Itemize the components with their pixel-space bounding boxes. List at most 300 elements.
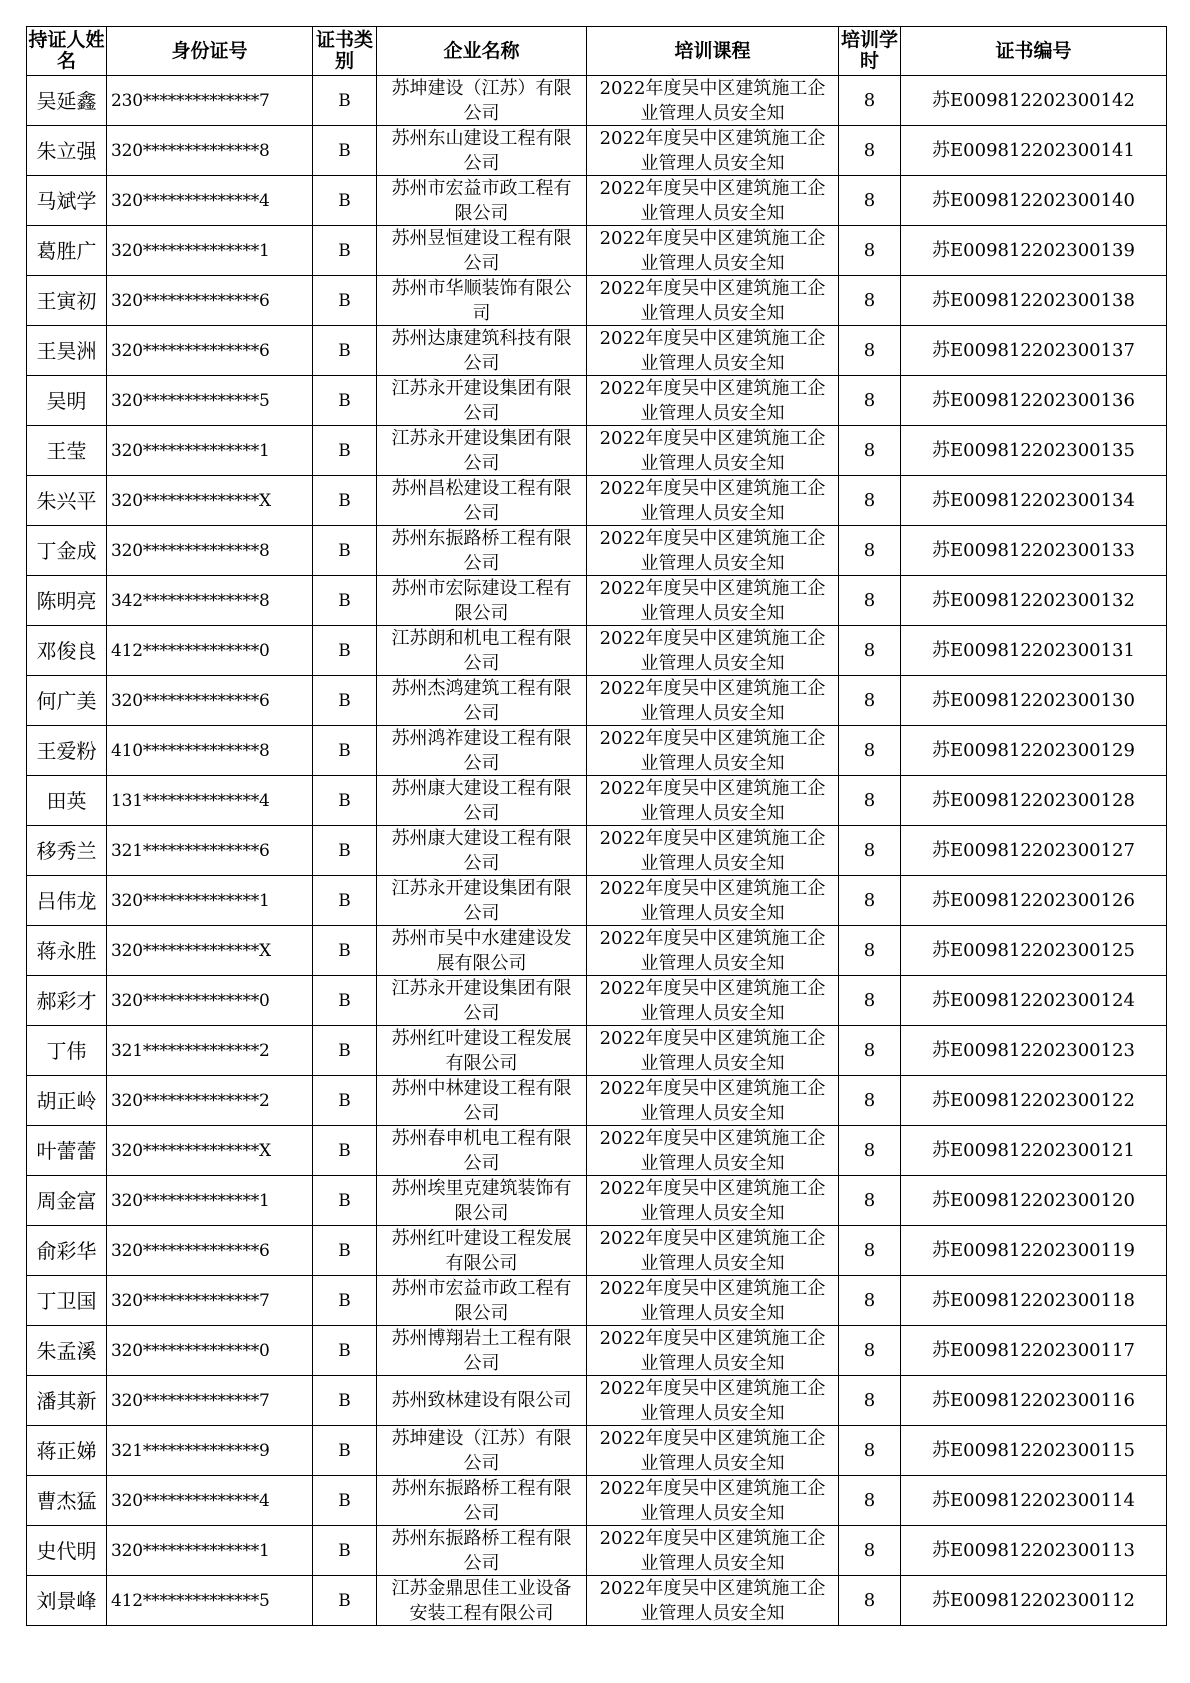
table-row bbox=[27, 676, 1167, 726]
company-cell bbox=[377, 1476, 587, 1526]
holder-name-cell: 田英 bbox=[27, 776, 107, 826]
category-cell: B bbox=[313, 1026, 377, 1076]
id-number-cell: 320**************6 bbox=[107, 1226, 313, 1276]
holder-name-cell: 史代明 bbox=[27, 1526, 107, 1576]
course-cell bbox=[587, 1576, 839, 1626]
category-cell: B bbox=[313, 1576, 377, 1626]
company-cell-text: 苏州鸿祚建设工程有限公司 bbox=[391, 727, 572, 774]
course-cell bbox=[587, 476, 839, 526]
company-cell bbox=[377, 1226, 587, 1276]
category-cell: B bbox=[313, 376, 377, 426]
company-cell-text: 苏州杰鸿建筑工程有限公司 bbox=[391, 677, 572, 724]
company-cell-text: 江苏金鼎思佳工业设备安装工程有限公司 bbox=[391, 1577, 572, 1624]
cert-number-cell: 苏E009812202300122 bbox=[901, 1076, 1167, 1126]
cert-number-cell: 苏E009812202300133 bbox=[901, 526, 1167, 576]
course-cell-text: 2022年度吴中区建筑施工企业管理人员安全知 bbox=[599, 1427, 826, 1474]
id-number-cell: 320**************2 bbox=[107, 1076, 313, 1126]
category-cell: B bbox=[313, 776, 377, 826]
course-cell bbox=[587, 776, 839, 826]
cert-number-cell: 苏E009812202300128 bbox=[901, 776, 1167, 826]
company-cell bbox=[377, 726, 587, 776]
header-cert: 证书编号 bbox=[901, 27, 1167, 76]
id-number-cell: 230**************7 bbox=[107, 76, 313, 126]
id-number-cell: 321**************2 bbox=[107, 1026, 313, 1076]
course-cell bbox=[587, 876, 839, 926]
id-number-cell: 320**************6 bbox=[107, 676, 313, 726]
cert-number-cell: 苏E009812202300118 bbox=[901, 1276, 1167, 1326]
cert-number-cell: 苏E009812202300138 bbox=[901, 276, 1167, 326]
course-cell bbox=[587, 1476, 839, 1526]
table-row bbox=[27, 1476, 1167, 1526]
table-row bbox=[27, 226, 1167, 276]
company-cell bbox=[377, 226, 587, 276]
company-cell bbox=[377, 526, 587, 576]
cert-number-cell: 苏E009812202300115 bbox=[901, 1426, 1167, 1476]
table-row bbox=[27, 1126, 1167, 1176]
course-cell bbox=[587, 376, 839, 426]
cert-number-cell: 苏E009812202300112 bbox=[901, 1576, 1167, 1626]
cert-number-cell: 苏E009812202300142 bbox=[901, 76, 1167, 126]
company-cell-text: 苏州春申机电工程有限公司 bbox=[391, 1127, 572, 1174]
course-cell bbox=[587, 976, 839, 1026]
company-cell-text: 苏坤建设（江苏）有限公司 bbox=[391, 77, 572, 124]
holder-name-cell: 丁伟 bbox=[27, 1026, 107, 1076]
holder-name-cell: 移秀兰 bbox=[27, 826, 107, 876]
company-cell bbox=[377, 1526, 587, 1576]
category-cell: B bbox=[313, 1126, 377, 1176]
company-cell bbox=[377, 326, 587, 376]
course-cell bbox=[587, 326, 839, 376]
course-cell bbox=[587, 926, 839, 976]
company-cell-text: 江苏永开建设集团有限公司 bbox=[391, 427, 572, 474]
category-cell: B bbox=[313, 826, 377, 876]
course-cell bbox=[587, 1376, 839, 1426]
table-row bbox=[27, 426, 1167, 476]
category-cell: B bbox=[313, 926, 377, 976]
table-row bbox=[27, 826, 1167, 876]
category-cell: B bbox=[313, 1276, 377, 1326]
course-cell-text: 2022年度吴中区建筑施工企业管理人员安全知 bbox=[599, 1277, 826, 1324]
company-cell bbox=[377, 1426, 587, 1476]
id-number-cell: 320**************0 bbox=[107, 976, 313, 1026]
course-cell-text: 2022年度吴中区建筑施工企业管理人员安全知 bbox=[599, 327, 826, 374]
table-row bbox=[27, 1326, 1167, 1376]
company-cell-text: 苏州昱恒建设工程有限公司 bbox=[391, 227, 572, 274]
company-cell bbox=[377, 76, 587, 126]
cert-number-cell: 苏E009812202300129 bbox=[901, 726, 1167, 776]
id-number-cell: 410**************8 bbox=[107, 726, 313, 776]
hours-cell: 8 bbox=[839, 1226, 901, 1276]
course-cell bbox=[587, 226, 839, 276]
category-cell: B bbox=[313, 1526, 377, 1576]
course-cell-text: 2022年度吴中区建筑施工企业管理人员安全知 bbox=[599, 1527, 826, 1574]
company-cell-text: 苏州康大建设工程有限公司 bbox=[391, 777, 572, 824]
id-number-cell: 342**************8 bbox=[107, 576, 313, 626]
course-cell-text: 2022年度吴中区建筑施工企业管理人员安全知 bbox=[599, 1027, 826, 1074]
company-cell bbox=[377, 1326, 587, 1376]
company-cell-text: 苏州市宏益市政工程有限公司 bbox=[391, 177, 572, 224]
id-number-cell: 412**************0 bbox=[107, 626, 313, 676]
company-cell-text: 苏州达康建筑科技有限公司 bbox=[391, 327, 572, 374]
company-cell-text: 苏州中林建设工程有限公司 bbox=[391, 1077, 572, 1124]
company-cell bbox=[377, 1176, 587, 1226]
course-cell-text: 2022年度吴中区建筑施工企业管理人员安全知 bbox=[599, 1327, 826, 1374]
header-course: 培训课程 bbox=[587, 27, 839, 76]
hours-cell: 8 bbox=[839, 1426, 901, 1476]
course-cell-text: 2022年度吴中区建筑施工企业管理人员安全知 bbox=[599, 1377, 826, 1424]
company-cell-text: 苏州市宏益市政工程有限公司 bbox=[391, 1277, 572, 1324]
company-cell-text: 苏州东振路桥工程有限公司 bbox=[391, 527, 572, 574]
id-number-cell: 320**************X bbox=[107, 1126, 313, 1176]
holder-name-cell: 胡正岭 bbox=[27, 1076, 107, 1126]
category-cell: B bbox=[313, 1076, 377, 1126]
course-cell bbox=[587, 1226, 839, 1276]
table-row bbox=[27, 1526, 1167, 1576]
certificate-table bbox=[26, 26, 1167, 1626]
cert-number-cell: 苏E009812202300113 bbox=[901, 1526, 1167, 1576]
table-row bbox=[27, 376, 1167, 426]
course-cell-text: 2022年度吴中区建筑施工企业管理人员安全知 bbox=[599, 277, 826, 324]
holder-name-cell: 刘景峰 bbox=[27, 1576, 107, 1626]
category-cell: B bbox=[313, 1476, 377, 1526]
course-cell-text: 2022年度吴中区建筑施工企业管理人员安全知 bbox=[599, 1477, 826, 1524]
course-cell bbox=[587, 426, 839, 476]
table-row bbox=[27, 1426, 1167, 1476]
id-number-cell: 321**************9 bbox=[107, 1426, 313, 1476]
course-cell-text: 2022年度吴中区建筑施工企业管理人员安全知 bbox=[599, 577, 826, 624]
id-number-cell: 131**************4 bbox=[107, 776, 313, 826]
company-cell bbox=[377, 176, 587, 226]
id-number-cell: 320**************1 bbox=[107, 1526, 313, 1576]
table-row bbox=[27, 1226, 1167, 1276]
table-row bbox=[27, 1076, 1167, 1126]
id-number-cell: 320**************1 bbox=[107, 226, 313, 276]
holder-name-cell: 郝彩才 bbox=[27, 976, 107, 1026]
company-cell-text: 苏州埃里克建筑装饰有限公司 bbox=[391, 1177, 572, 1224]
category-cell: B bbox=[313, 726, 377, 776]
hours-cell: 8 bbox=[839, 176, 901, 226]
course-cell bbox=[587, 576, 839, 626]
hours-cell: 8 bbox=[839, 1276, 901, 1326]
company-cell-text: 苏州红叶建设工程发展有限公司 bbox=[391, 1027, 572, 1074]
category-cell: B bbox=[313, 976, 377, 1026]
category-cell: B bbox=[313, 576, 377, 626]
id-number-cell: 320**************X bbox=[107, 926, 313, 976]
course-cell-text: 2022年度吴中区建筑施工企业管理人员安全知 bbox=[599, 1077, 826, 1124]
category-cell: B bbox=[313, 1426, 377, 1476]
course-cell-text: 2022年度吴中区建筑施工企业管理人员安全知 bbox=[599, 927, 826, 974]
hours-cell: 8 bbox=[839, 476, 901, 526]
cert-number-cell: 苏E009812202300141 bbox=[901, 126, 1167, 176]
course-cell-text: 2022年度吴中区建筑施工企业管理人员安全知 bbox=[599, 1227, 826, 1274]
table-row bbox=[27, 476, 1167, 526]
course-cell bbox=[587, 1426, 839, 1476]
id-number-cell: 320**************1 bbox=[107, 1176, 313, 1226]
course-cell bbox=[587, 1126, 839, 1176]
holder-name-cell: 陈明亮 bbox=[27, 576, 107, 626]
company-cell-text: 苏州致林建设有限公司 bbox=[391, 1390, 572, 1411]
company-cell bbox=[377, 1026, 587, 1076]
category-cell: B bbox=[313, 276, 377, 326]
table-row bbox=[27, 726, 1167, 776]
id-number-cell: 320**************6 bbox=[107, 326, 313, 376]
table-row bbox=[27, 126, 1167, 176]
company-cell bbox=[377, 876, 587, 926]
id-number-cell: 320**************7 bbox=[107, 1376, 313, 1426]
course-cell-text: 2022年度吴中区建筑施工企业管理人员安全知 bbox=[599, 77, 826, 124]
holder-name-cell: 王寅初 bbox=[27, 276, 107, 326]
hours-cell: 8 bbox=[839, 576, 901, 626]
course-cell bbox=[587, 1326, 839, 1376]
category-cell: B bbox=[313, 476, 377, 526]
course-cell-text: 2022年度吴中区建筑施工企业管理人员安全知 bbox=[599, 727, 826, 774]
hours-cell: 8 bbox=[839, 126, 901, 176]
course-cell-text: 2022年度吴中区建筑施工企业管理人员安全知 bbox=[599, 1577, 826, 1624]
category-cell: B bbox=[313, 226, 377, 276]
id-number-cell: 320**************6 bbox=[107, 276, 313, 326]
company-cell-text: 江苏永开建设集团有限公司 bbox=[391, 377, 572, 424]
company-cell bbox=[377, 626, 587, 676]
holder-name-cell: 王爱粉 bbox=[27, 726, 107, 776]
company-cell-text: 苏州市吴中水建建设发展有限公司 bbox=[391, 927, 572, 974]
company-cell bbox=[377, 1076, 587, 1126]
cert-number-cell: 苏E009812202300117 bbox=[901, 1326, 1167, 1376]
hours-cell: 8 bbox=[839, 1326, 901, 1376]
category-cell: B bbox=[313, 126, 377, 176]
id-number-cell: 320**************X bbox=[107, 476, 313, 526]
course-cell bbox=[587, 626, 839, 676]
holder-name-cell: 潘其新 bbox=[27, 1376, 107, 1426]
id-number-cell: 321**************6 bbox=[107, 826, 313, 876]
holder-name-cell: 蒋正娣 bbox=[27, 1426, 107, 1476]
cert-number-cell: 苏E009812202300124 bbox=[901, 976, 1167, 1026]
course-cell bbox=[587, 126, 839, 176]
cert-number-cell: 苏E009812202300120 bbox=[901, 1176, 1167, 1226]
category-cell: B bbox=[313, 326, 377, 376]
table-row bbox=[27, 1176, 1167, 1226]
category-cell: B bbox=[313, 876, 377, 926]
id-number-cell: 320**************7 bbox=[107, 1276, 313, 1326]
course-cell-text: 2022年度吴中区建筑施工企业管理人员安全知 bbox=[599, 877, 826, 924]
header-category: 证书类别 bbox=[313, 27, 377, 76]
holder-name-cell: 王莹 bbox=[27, 426, 107, 476]
course-cell-text: 2022年度吴中区建筑施工企业管理人员安全知 bbox=[599, 777, 826, 824]
cert-number-cell: 苏E009812202300131 bbox=[901, 626, 1167, 676]
holder-name-cell: 周金富 bbox=[27, 1176, 107, 1226]
course-cell-text: 2022年度吴中区建筑施工企业管理人员安全知 bbox=[599, 977, 826, 1024]
table-row bbox=[27, 1026, 1167, 1076]
hours-cell: 8 bbox=[839, 1526, 901, 1576]
table-row bbox=[27, 326, 1167, 376]
company-cell-text: 江苏朗和机电工程有限公司 bbox=[391, 627, 572, 674]
header-company: 企业名称 bbox=[377, 27, 587, 76]
id-number-cell: 320**************8 bbox=[107, 526, 313, 576]
course-cell bbox=[587, 1276, 839, 1326]
course-cell bbox=[587, 726, 839, 776]
holder-name-cell: 丁卫国 bbox=[27, 1276, 107, 1326]
table-row bbox=[27, 976, 1167, 1026]
id-number-cell: 320**************1 bbox=[107, 876, 313, 926]
company-cell bbox=[377, 976, 587, 1026]
hours-cell: 8 bbox=[839, 726, 901, 776]
hours-cell: 8 bbox=[839, 976, 901, 1026]
company-cell bbox=[377, 276, 587, 326]
company-cell-text: 苏州昌松建设工程有限公司 bbox=[391, 477, 572, 524]
cert-number-cell: 苏E009812202300139 bbox=[901, 226, 1167, 276]
table-row bbox=[27, 776, 1167, 826]
table-row bbox=[27, 76, 1167, 126]
company-cell-text: 江苏永开建设集团有限公司 bbox=[391, 877, 572, 924]
cert-number-cell: 苏E009812202300140 bbox=[901, 176, 1167, 226]
company-cell-text: 苏坤建设（江苏）有限公司 bbox=[391, 1427, 572, 1474]
category-cell: B bbox=[313, 1376, 377, 1426]
company-cell bbox=[377, 826, 587, 876]
hours-cell: 8 bbox=[839, 1476, 901, 1526]
hours-cell: 8 bbox=[839, 226, 901, 276]
course-cell bbox=[587, 826, 839, 876]
course-cell bbox=[587, 1526, 839, 1576]
category-cell: B bbox=[313, 76, 377, 126]
category-cell: B bbox=[313, 426, 377, 476]
table-row bbox=[27, 176, 1167, 226]
header-name: 持证人姓名 bbox=[27, 27, 107, 76]
category-cell: B bbox=[313, 526, 377, 576]
course-cell-text: 2022年度吴中区建筑施工企业管理人员安全知 bbox=[599, 127, 826, 174]
course-cell-text: 2022年度吴中区建筑施工企业管理人员安全知 bbox=[599, 427, 826, 474]
table-row bbox=[27, 1376, 1167, 1426]
company-cell-text: 苏州市华顺装饰有限公司 bbox=[391, 277, 572, 324]
cert-number-cell: 苏E009812202300121 bbox=[901, 1126, 1167, 1176]
holder-name-cell: 朱兴平 bbox=[27, 476, 107, 526]
course-cell-text: 2022年度吴中区建筑施工企业管理人员安全知 bbox=[599, 377, 826, 424]
holder-name-cell: 吕伟龙 bbox=[27, 876, 107, 926]
company-cell-text: 苏州东振路桥工程有限公司 bbox=[391, 1477, 572, 1524]
category-cell: B bbox=[313, 1326, 377, 1376]
cert-number-cell: 苏E009812202300126 bbox=[901, 876, 1167, 926]
cert-number-cell: 苏E009812202300130 bbox=[901, 676, 1167, 726]
company-cell bbox=[377, 426, 587, 476]
hours-cell: 8 bbox=[839, 276, 901, 326]
id-number-cell: 320**************5 bbox=[107, 376, 313, 426]
company-cell bbox=[377, 1376, 587, 1426]
category-cell: B bbox=[313, 626, 377, 676]
holder-name-cell: 吴延鑫 bbox=[27, 76, 107, 126]
holder-name-cell: 俞彩华 bbox=[27, 1226, 107, 1276]
company-cell bbox=[377, 476, 587, 526]
cert-number-cell: 苏E009812202300123 bbox=[901, 1026, 1167, 1076]
company-cell bbox=[377, 776, 587, 826]
company-cell-text: 苏州博翔岩土工程有限公司 bbox=[391, 1327, 572, 1374]
company-cell bbox=[377, 126, 587, 176]
course-cell-text: 2022年度吴中区建筑施工企业管理人员安全知 bbox=[599, 527, 826, 574]
table-row bbox=[27, 876, 1167, 926]
id-number-cell: 412**************5 bbox=[107, 1576, 313, 1626]
course-cell-text: 2022年度吴中区建筑施工企业管理人员安全知 bbox=[599, 627, 826, 674]
hours-cell: 8 bbox=[839, 926, 901, 976]
table-row bbox=[27, 626, 1167, 676]
company-cell bbox=[377, 1276, 587, 1326]
hours-cell: 8 bbox=[839, 826, 901, 876]
company-cell bbox=[377, 376, 587, 426]
category-cell: B bbox=[313, 676, 377, 726]
table-row bbox=[27, 1276, 1167, 1326]
category-cell: B bbox=[313, 176, 377, 226]
holder-name-cell: 曹杰猛 bbox=[27, 1476, 107, 1526]
course-cell-text: 2022年度吴中区建筑施工企业管理人员安全知 bbox=[599, 1177, 826, 1224]
header-row bbox=[27, 27, 1167, 76]
course-cell bbox=[587, 1026, 839, 1076]
id-number-cell: 320**************8 bbox=[107, 126, 313, 176]
table-row bbox=[27, 1576, 1167, 1626]
table-row bbox=[27, 526, 1167, 576]
hours-cell: 8 bbox=[839, 776, 901, 826]
holder-name-cell: 邓俊良 bbox=[27, 626, 107, 676]
holder-name-cell: 朱孟溪 bbox=[27, 1326, 107, 1376]
category-cell: B bbox=[313, 1176, 377, 1226]
holder-name-cell: 何广美 bbox=[27, 676, 107, 726]
table-row bbox=[27, 276, 1167, 326]
cert-number-cell: 苏E009812202300134 bbox=[901, 476, 1167, 526]
id-number-cell: 320**************1 bbox=[107, 426, 313, 476]
company-cell-text: 苏州东振路桥工程有限公司 bbox=[391, 1527, 572, 1574]
holder-name-cell: 吴明 bbox=[27, 376, 107, 426]
holder-name-cell: 朱立强 bbox=[27, 126, 107, 176]
category-cell: B bbox=[313, 1226, 377, 1276]
holder-name-cell: 马斌学 bbox=[27, 176, 107, 226]
hours-cell: 8 bbox=[839, 626, 901, 676]
company-cell bbox=[377, 1126, 587, 1176]
header-id: 身份证号 bbox=[107, 27, 313, 76]
course-cell-text: 2022年度吴中区建筑施工企业管理人员安全知 bbox=[599, 1127, 826, 1174]
course-cell-text: 2022年度吴中区建筑施工企业管理人员安全知 bbox=[599, 177, 826, 224]
hours-cell: 8 bbox=[839, 876, 901, 926]
holder-name-cell: 丁金成 bbox=[27, 526, 107, 576]
company-cell-text: 江苏永开建设集团有限公司 bbox=[391, 977, 572, 1024]
holder-name-cell: 叶蕾蕾 bbox=[27, 1126, 107, 1176]
hours-cell: 8 bbox=[839, 676, 901, 726]
id-number-cell: 320**************4 bbox=[107, 176, 313, 226]
cert-number-cell: 苏E009812202300116 bbox=[901, 1376, 1167, 1426]
company-cell bbox=[377, 1576, 587, 1626]
company-cell-text: 苏州康大建设工程有限公司 bbox=[391, 827, 572, 874]
hours-cell: 8 bbox=[839, 1576, 901, 1626]
hours-cell: 8 bbox=[839, 526, 901, 576]
hours-cell: 8 bbox=[839, 1376, 901, 1426]
hours-cell: 8 bbox=[839, 1076, 901, 1126]
hours-cell: 8 bbox=[839, 1176, 901, 1226]
id-number-cell: 320**************4 bbox=[107, 1476, 313, 1526]
course-cell bbox=[587, 176, 839, 226]
course-cell bbox=[587, 526, 839, 576]
table-row bbox=[27, 926, 1167, 976]
course-cell-text: 2022年度吴中区建筑施工企业管理人员安全知 bbox=[599, 827, 826, 874]
cert-number-cell: 苏E009812202300125 bbox=[901, 926, 1167, 976]
course-cell bbox=[587, 1176, 839, 1226]
company-cell-text: 苏州东山建设工程有限公司 bbox=[391, 127, 572, 174]
cert-number-cell: 苏E009812202300137 bbox=[901, 326, 1167, 376]
hours-cell: 8 bbox=[839, 326, 901, 376]
course-cell-text: 2022年度吴中区建筑施工企业管理人员安全知 bbox=[599, 227, 826, 274]
company-cell bbox=[377, 676, 587, 726]
cert-number-cell: 苏E009812202300136 bbox=[901, 376, 1167, 426]
cert-number-cell: 苏E009812202300119 bbox=[901, 1226, 1167, 1276]
hours-cell: 8 bbox=[839, 426, 901, 476]
header-hours: 培训学时 bbox=[839, 27, 901, 76]
company-cell-text: 苏州红叶建设工程发展有限公司 bbox=[391, 1227, 572, 1274]
course-cell bbox=[587, 76, 839, 126]
course-cell bbox=[587, 676, 839, 726]
hours-cell: 8 bbox=[839, 376, 901, 426]
